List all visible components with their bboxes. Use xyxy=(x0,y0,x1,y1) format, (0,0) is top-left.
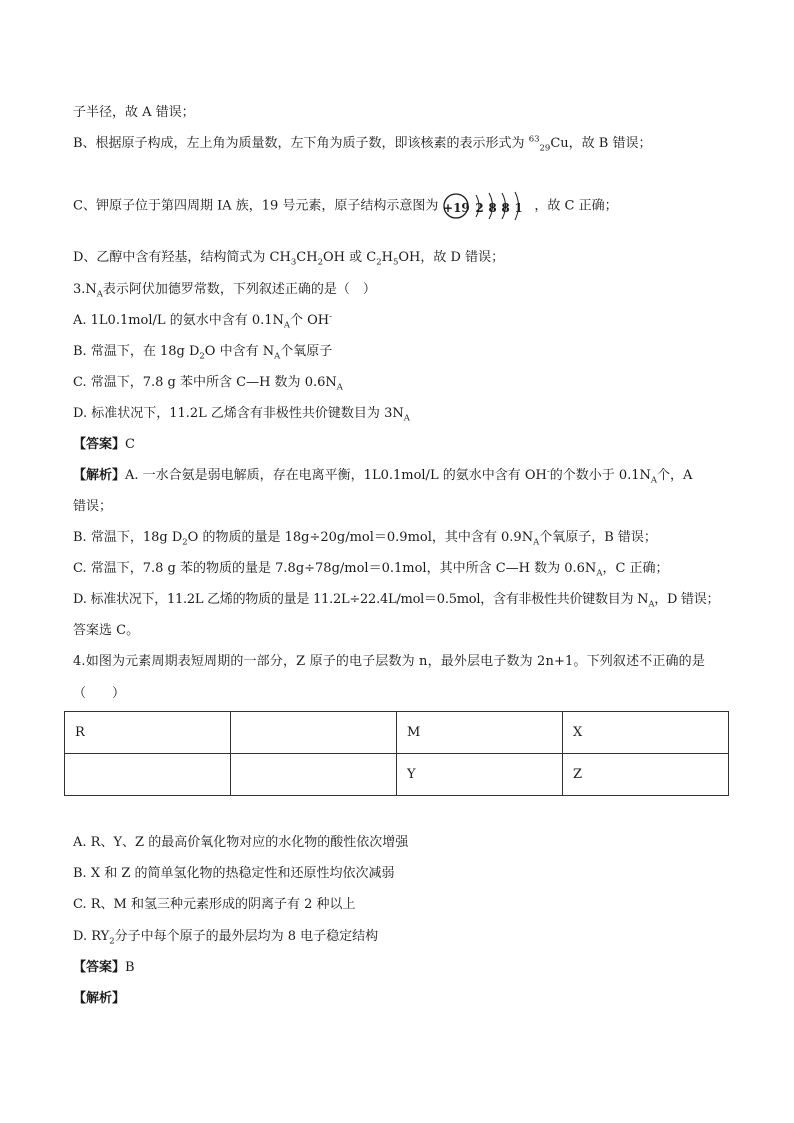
q4-option-d: D. $RY_2$分子中每个原子的最外层均为 8 电子稳定结构 xyxy=(73,929,379,947)
q4-explanation-heading: 【解析】 xyxy=(73,991,126,1006)
potassium-atom-structure-diagram xyxy=(440,191,532,221)
q2-option-b-analysis: B、根据原子构成，左上角为质量数，左下角为质子数，即该核素的表示形式为 $^{63}_{29}$Cu，故 B 错误； xyxy=(73,134,652,154)
table-row xyxy=(65,712,729,754)
q2-option-c-analysis: C、钾原子位于第四周期 IA 族，19 号元素，原子结构示意图为 +19 2 8 8 1 ，故 C 正确； xyxy=(73,191,618,221)
q3-explanation-a-cont: 错误； xyxy=(73,499,113,514)
table-cell: Z xyxy=(562,754,728,796)
q3-explanation-a: 【解析】A. 一水合氨是弱电解质，存在电离平衡，1L0.1mol/L 的氨水中含有 OH-的个数小于 $0.1N_A$个，A xyxy=(73,466,693,486)
table-cell: M xyxy=(396,712,562,754)
q2-option-d-analysis: D、乙醇中含有羟基，结构简式为 $CH_3CH_2OH$ 或 $C_2H_5OH$，故 D 错误； xyxy=(73,250,505,268)
periodic-table-fragment xyxy=(64,711,729,796)
q4-stem-brackets: （ ） xyxy=(73,686,126,701)
q3-explanation-c: C. 常温下，7.8 g 苯的物质的量是 7.8g÷78g/mol＝0.1mol，其中所含 C—H 数为 $0.6N_A$，C 正确； xyxy=(73,561,669,579)
q3-option-b: B. 常温下，在 18g $D_2O$ 中含有 $N_A$个氧原子 xyxy=(73,344,333,362)
shell-4-electrons: 1 xyxy=(514,201,523,215)
q4-stem: 4.如图为元素周期表短周期的一部分，Z 原子的电子层数为 n，最外层电子数为 2n+1。下列叙述不正确的是 xyxy=(73,654,705,669)
shell-2-electrons: 8 xyxy=(488,201,497,215)
q3-answer: 【答案】C xyxy=(73,437,135,452)
q4-option-a: A. R、Y、Z 的最高价氧化物对应的水化物的酸性依次增强 xyxy=(73,835,409,850)
q3-option-d: D. 标准状况下，11.2L 乙烯含有非极性共价键数目为 $3N_A$ xyxy=(73,406,410,424)
table-cell xyxy=(65,754,231,796)
shell-3-electrons: 8 xyxy=(501,201,510,215)
q2-continuation: 子半径，故 A 错误； xyxy=(73,105,195,120)
table-cell xyxy=(231,754,397,796)
table-cell: X xyxy=(562,712,728,754)
q4-answer: 【答案】B xyxy=(73,960,135,975)
table-cell xyxy=(231,712,397,754)
table-row xyxy=(65,754,729,796)
q3-conclusion: 答案选 C。 xyxy=(73,623,140,638)
q3-stem: $3.N_A$表示阿伏加德罗常数，下列叙述正确的是（ ） xyxy=(73,282,376,300)
q3-explanation-b: B. 常温下，18g $D_2O$ 的物质的量是 18g÷20g/mol＝0.9mol，其中含有 $0.9N_A$个氧原子，B 错误； xyxy=(73,530,657,548)
table-cell: R xyxy=(65,712,231,754)
q3-explanation-d: D. 标准状况下，11.2L 乙烯的物质的量是 11.2L÷22.4L/mol＝0.5mol，含有非极性共价键数目为 $N_A$，D 错误； xyxy=(73,592,720,610)
nucleus-charge: +19 xyxy=(443,201,470,215)
q4-option-b: B. X 和 Z 的简单氢化物的热稳定性和还原性均依次减弱 xyxy=(73,866,395,881)
shell-1-electrons: 2 xyxy=(475,201,484,215)
table-cell: Y xyxy=(396,754,562,796)
q3-option-a: A. 1L0.1mol/L 的氨水中含有 $0.1N_A$个 OH- xyxy=(73,311,333,331)
q4-option-c: C. R、M 和氢三种元素形成的阴离子有 2 种以上 xyxy=(73,897,356,912)
q3-option-c: C. 常温下，7.8 g 苯中所含 C—H 数为 $0.6N_A$ xyxy=(73,375,343,393)
